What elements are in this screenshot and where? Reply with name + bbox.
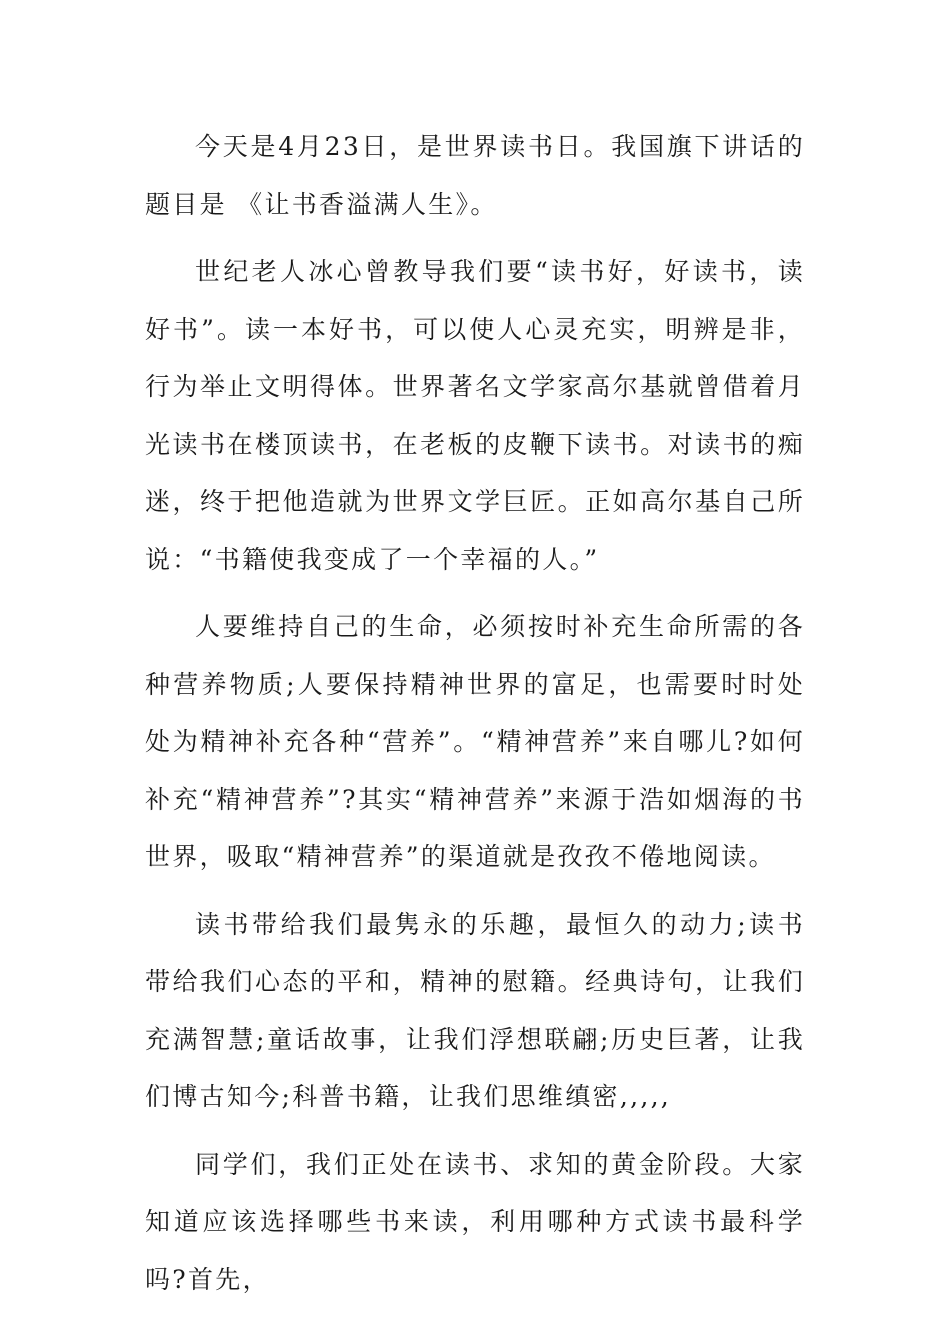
paragraph-4: 读书带给我们最隽永的乐趣，最恒久的动力;读书带给我们心态的平和，精神的慰籍。经典诗句，让我们充满智慧;童话故事，让我们浮想联翩;历史巨著，让我们博古知今;科普书籍，让我们思维缜密,,,,, bbox=[145, 909, 805, 1111]
paragraph-3: 人要维持自己的生命，必须按时补充生命所需的各种营养物质;人要保持精神世界的富足，也需要时时处处为精神补充各种“营养”。“精神营养”来自哪儿?如何补充“精神营养”?其实“精神营养”来源于浩如烟海的书世界，吸取“精神营养”的渠道就是孜孜不倦地阅读。 bbox=[145, 612, 805, 871]
paragraph-2: 世纪老人冰心曾教导我们要“读书好，好读书，读好书”。读一本好书，可以使人心灵充实，明辨是非，行为举止文明得体。世界著名文学家高尔基就曾借着月光读书在楼顶读书，在老板的皮鞭下读书。对读书的痴迷，终于把他造就为世界文学巨匠。正如高尔基自己所说：“书籍使我变成了一个幸福的人。” bbox=[145, 257, 805, 574]
paragraph-5: 同学们，我们正处在读书、求知的黄金阶段。大家知道应该选择哪些书来读，利用哪种方式读书最科学吗?首先， bbox=[145, 1149, 805, 1294]
paragraph-1: 今天是4月23日，是世界读书日。我国旗下讲话的题目是 《让书香溢满人生》。 bbox=[145, 132, 805, 219]
document-body bbox=[145, 118, 805, 1318]
